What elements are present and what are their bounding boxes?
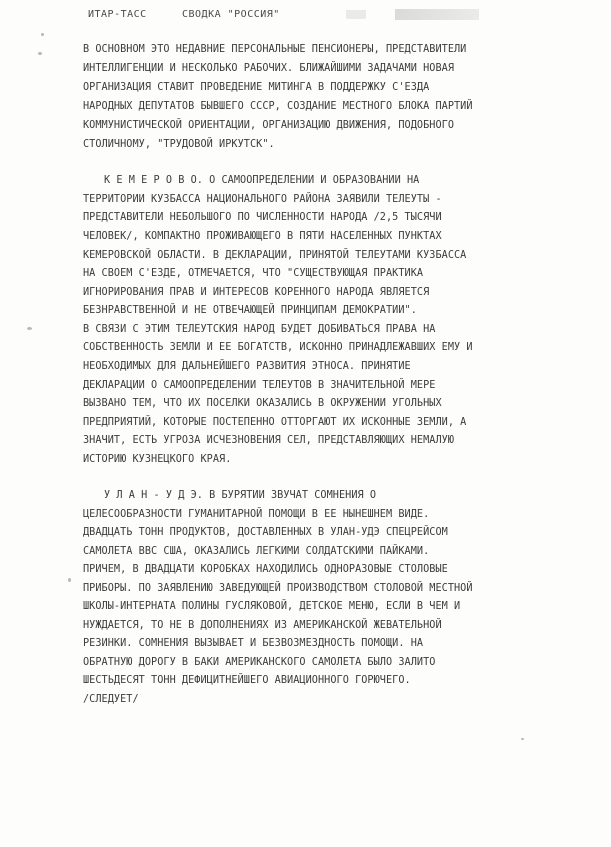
text-line: КЕМЕРОВСКОЙ ОБЛАСТИ. В ДЕКЛАРАЦИИ, ПРИНЯТОЙ ТЕЛЕУТАМИ КУЗБАССА <box>83 250 467 261</box>
text-line: БЕЗНРАВСТВЕННОЙ И НЕ ОТВЕЧАЮЩЕЙ ПРИНЦИПАМ ДЕМОКРАТИИ". <box>83 305 417 316</box>
text-line: В ОСНОВНОМ ЭТО НЕДАВНИЕ ПЕРСОНАЛЬНЫЕ ПЕНСИОНЕРЫ, ПРЕДСТАВИТЕЛИ <box>83 44 467 55</box>
text-line: ТЕРРИТОРИИ КУЗБАССА НАЦИОНАЛЬНОГО РАЙОНА ЗАЯВИЛИ ТЕЛЕУТЫ - <box>83 194 442 205</box>
sign-off-line: /СЛЕДУЕТ/ <box>83 694 139 705</box>
text-line: НАРОДНЫХ ДЕПУТАТОВ БЫВШЕГО СССР, СОЗДАНИЕ МЕСТНОГО БЛОКА ПАРТИЙ <box>83 101 473 112</box>
digest-title: СВОДКА "РОССИЯ" <box>182 9 280 20</box>
text-line: ИГНОРИРОВАНИЯ ПРАВ И ИНТЕРЕСОВ КОРЕННОГО НАРОДА ЯВЛЯЕТСЯ <box>83 287 430 298</box>
scan-speck <box>68 578 71 582</box>
agency-label: ИТАР-ТАСС <box>88 9 147 20</box>
text-line: ВЫЗВАНО ТЕМ, ЧТО ИХ ПОСЕЛКИ ОКАЗАЛИСЬ В ОКРУЖЕНИИ УГОЛЬНЫХ <box>83 398 442 409</box>
text-line: ЦЕЛЕСООБРАЗНОСТИ ГУМАНИТАРНОЙ ПОМОЩИ В ЕЕ НЫНЕШНЕМ ВИДЕ. <box>83 509 430 520</box>
text-line: СОБСТВЕННОСТЬ ЗЕМЛИ И ЕЕ БОГАТСТВ, ИСКОННО ПРИНАДЛЕЖАВШИХ ЕМУ И <box>83 342 473 353</box>
text-line: ОБРАТНУЮ ДОРОГУ В БАКИ АМЕРИКАНСКОГО САМОЛЕТА БЫЛО ЗАЛИТО <box>83 657 436 668</box>
text-line: ЧЕЛОВЕК/, КОМПАКТНО ПРОЖИВАЮЩЕГО В ПЯТИ НАСЕЛЕННЫХ ПУНКТАХ <box>83 231 442 242</box>
text-line: САМОЛЕТА ВВС США, ОКАЗАЛИСЬ ЛЕГКИМИ СОЛДАТСКИМИ ПАЙКАМИ. <box>83 546 430 557</box>
text-line: НУЖДАЕТСЯ, ТО НЕ В ДОПОЛНЕНИЯХ ИЗ АМЕРИКАНСКОЙ ЖЕВАТЕЛЬНОЙ <box>83 620 442 631</box>
text-line: ПРЕДСТАВИТЕЛИ НЕБОЛЬШОГО ПО ЧИСЛЕННОСТИ НАРОДА /2,5 ТЫСЯЧИ <box>83 212 442 223</box>
text-line: ИНТЕЛЛИГЕНЦИИ И НЕСКОЛЬКО РАБОЧИХ. БЛИЖАЙШИМИ ЗАДАЧАМИ НОВАЯ <box>83 63 455 74</box>
scan-speck <box>41 33 44 36</box>
text-line: ОРГАНИЗАЦИЯ СТАВИТ ПРОВЕДЕНИЕ МИТИНГА В ПОДДЕРЖКУ С'ЕЗДА <box>83 82 430 93</box>
scan-speck <box>27 327 32 330</box>
page-number-smudge <box>346 10 366 19</box>
text-line: НЕОБХОДИМЫХ ДЛЯ ДАЛЬНЕЙШЕГО РАЗВИТИЯ ЭТНОСА. ПРИНЯТИЕ <box>83 361 411 372</box>
text-line: РЕЗИНКИ. СОМНЕНИЯ ВЫЗЫВАЕТ И БЕЗВОЗМЕЗДНОСТЬ ПОМОЩИ. НА <box>83 638 424 649</box>
text-line: ДВАДЦАТЬ ТОНН ПРОДУКТОВ, ДОСТАВЛЕННЫХ В УЛАН-УДЭ СПЕЦРЕЙСОМ <box>83 527 448 538</box>
scan-speck <box>38 52 42 55</box>
text-line: ИСТОРИЮ КУЗНЕЦКОГО КРАЯ. <box>83 454 232 465</box>
text-line: НА СВОЕМ С'ЕЗДЕ, ОТМЕЧАЕТСЯ, ЧТО "СУЩЕСТВУЮЩАЯ ПРАКТИКА <box>83 268 424 279</box>
dateline-ulan-ude: У Л А Н - У Д Э. В БУРЯТИИ ЗВУЧАТ СОМНЕНИЯ О <box>104 490 377 501</box>
text-line: КОММУНИСТИЧЕСКОЙ ОРИЕНТАЦИИ, ОРГАНИЗАЦИЮ ДВИЖЕНИЯ, ПОДОБНОГО <box>83 120 455 131</box>
date-smudge <box>395 9 479 20</box>
text-line: ШКОЛЫ-ИНТЕРНАТА ПОЛИНЫ ГУСЛЯКОВОЙ, ДЕТСКОЕ МЕНЮ, ЕСЛИ В ЧЕМ И <box>83 601 461 612</box>
text-line: В СВЯЗИ С ЭТИМ ТЕЛЕУТСКИЯ НАРОД БУДЕТ ДОБИВАТЬСЯ ПРАВА НА <box>83 324 436 335</box>
text-line: ПРЕДПРИЯТИЙ, КОТОРЫЕ ПОСТЕПЕННО ОТТОРГАЮТ ИХ ИСКОННЫЕ ЗЕМЛИ, А <box>83 417 467 428</box>
text-line: СТОЛИЧНОМУ, "ТРУДОВОЙ ИРКУТСК". <box>83 139 275 150</box>
text-line: ПРИБОРЫ. ПО ЗАЯВЛЕНИЮ ЗАВЕДУЮЩЕЙ ПРОИЗВОДСТВОМ СТОЛОВОЙ МЕСТНОЙ <box>83 583 473 594</box>
text-line: ЗНАЧИТ, ЕСТЬ УГРОЗА ИСЧЕЗНОВЕНИЯ СЕЛ, ПРЕДСТАВЛЯЮЩИХ НЕМАЛУЮ <box>83 435 455 446</box>
scan-speck <box>521 738 524 740</box>
text-line: ШЕСТЬДЕСЯТ ТОНН ДЕФИЦИТНЕЙШЕГО АВИАЦИОННОГО ГОРЮЧЕГО. <box>83 675 411 686</box>
text-line: ПРИЧЕМ, В ДВАДЦАТИ КОРОБКАХ НАХОДИЛИСЬ ОДНОРАЗОВЫЕ СТОЛОВЫЕ <box>83 564 448 575</box>
dateline-kemerovo: К Е М Е Р О В О. О САМООПРЕДЕЛЕНИИ И ОБРАЗОВАНИИ НА <box>104 175 420 186</box>
text-line: ДЕКЛАРАЦИИ О САМООПРЕДЕЛЕНИИ ТЕЛЕУТОВ В ЗНАЧИТЕЛЬНОЙ МЕРЕ <box>83 380 436 391</box>
